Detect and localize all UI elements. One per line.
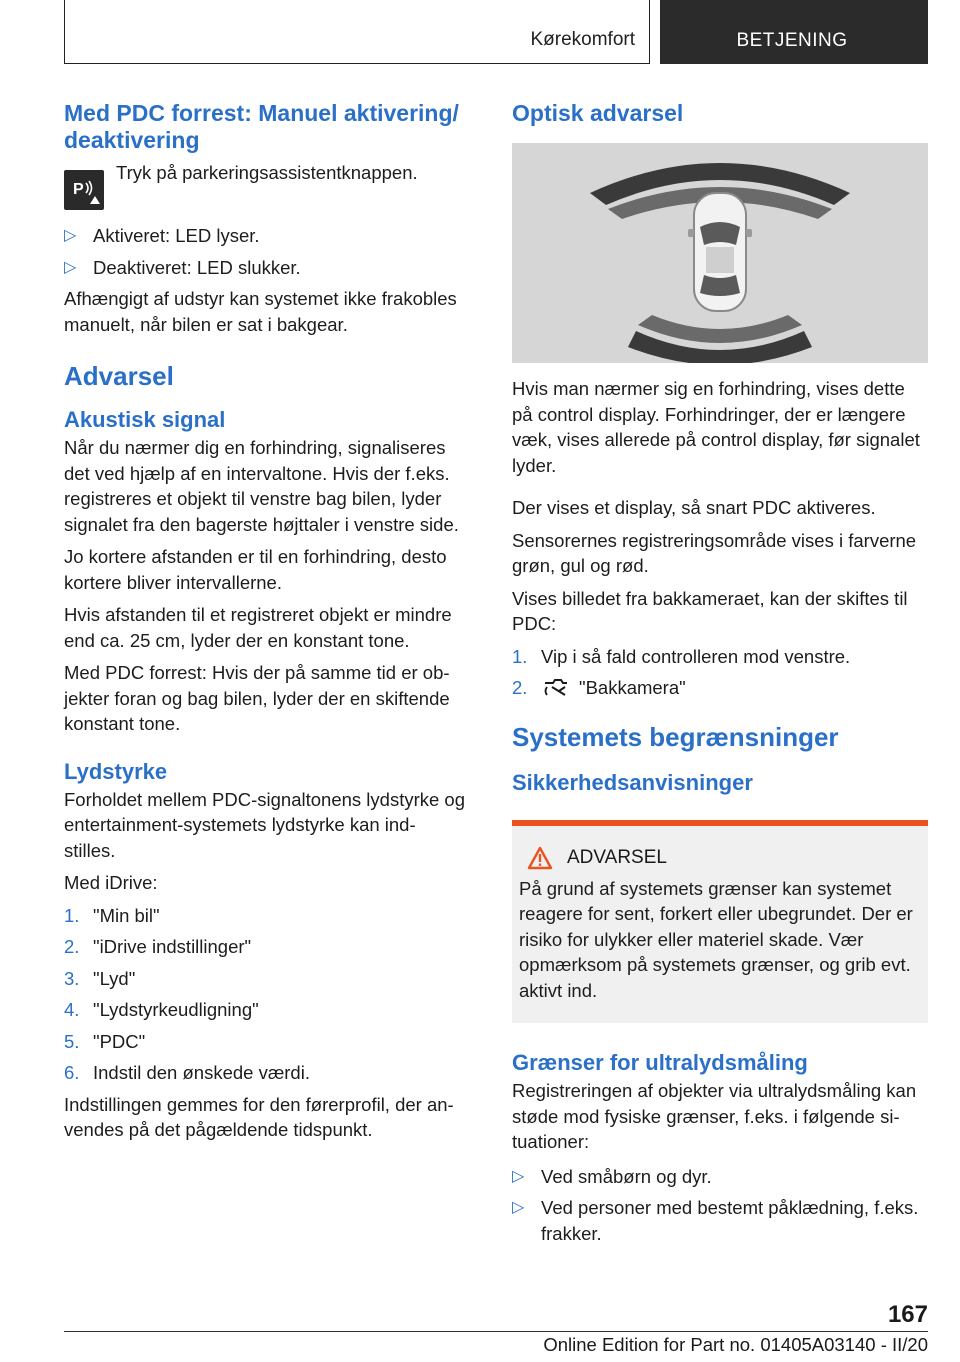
list-item: ▷ Deaktiveret: LED slukker.: [64, 255, 466, 281]
idrive-steps: [64, 903, 466, 1086]
left-column: [64, 100, 466, 1143]
heading-system-limits: Systemets begrænsninger: [512, 721, 839, 752]
list-item: ▷ Ved personer med bestemt påklædning, f.eks. frakker.: [512, 1195, 928, 1246]
heading-manual-activation: Med PDC forrest: Manuel aktivering/ deaktivering: [64, 100, 459, 153]
paragraph: Hvis afstanden til et registreret objekt er mindre end ca. 25 cm, lyder der en konstant tone.: [64, 604, 452, 651]
list-item: 2. "Bakkamera": [512, 677, 686, 698]
section-title: Kørekomfort: [530, 29, 635, 50]
page-header: [64, 0, 928, 64]
heading-lydstyrke: Lydstyrke: [64, 758, 168, 784]
paragraph: Sensorernes registreringsområde vises i farverne grøn, gul og rød.: [512, 529, 917, 576]
chapter-title: BETJENING: [736, 30, 848, 51]
warning-title: ADVARSEL: [567, 846, 667, 868]
list-item: 1. "Min bil": [64, 904, 160, 926]
heading-akustisk: Akustisk signal: [64, 407, 226, 432]
heading-safety: Sikkerhedsanvisninger: [512, 769, 753, 795]
list-item: ▷ Ved småbørn og dyr.: [512, 1164, 928, 1190]
list-item: 1. Vip i så fald controlleren mod venstre.: [512, 645, 851, 667]
icon-instruction-text: Tryk på parkeringsassistentknappen.: [116, 162, 418, 183]
svg-text:P: P: [73, 181, 84, 198]
triangle-bullet-icon: ▷: [64, 258, 77, 276]
section-tab: [64, 0, 650, 64]
heading-advarsel: Advarsel: [64, 361, 174, 391]
paragraph: Hvis man nærmer sig en forhindring, vises dette på control display. Forhindringer, der er længere væk, vises allerede på control display, før signalet lyder.: [512, 378, 920, 476]
heading-optisk: Optisk advarsel: [512, 100, 684, 126]
heading-ultrasound-limits: Grænser for ultralydsmåling: [512, 1050, 808, 1075]
paragraph: Jo kortere afstanden er til en forhindring, desto kortere bliver intervallerne.: [64, 546, 447, 593]
status-list: [64, 223, 466, 280]
warning-triangle-icon: [527, 846, 553, 870]
triangle-bullet-icon: ▷: [512, 1199, 525, 1216]
paragraph: Vises billedet fra bakkameraet, kan der skiftes til PDC:: [512, 587, 908, 634]
rear-camera-icon: [541, 677, 571, 699]
camera-steps: [512, 644, 928, 701]
car-top-view-icon: [512, 143, 928, 363]
warning-text: På grund af systemets grænser kan systemet reagere for sent, forkert eller ubegrundet. Der er risiko for ulykker eller materiel skade. Vær opmærksom på systemets grænser, og grib evt. aktivt ind.: [519, 877, 913, 1001]
list-item: 6. Indstil den ønskede værdi.: [64, 1062, 310, 1083]
list-item: ▷ Aktiveret: LED lyser.: [64, 223, 466, 249]
triangle-bullet-icon: ▷: [64, 227, 77, 244]
triangle-bullet-icon: ▷: [512, 1167, 525, 1185]
footer-edition: Online Edition for Part no. 01405A03140 - II/20: [543, 1334, 928, 1355]
paragraph: Når du nærmer dig en forhindring, signaliseres det ved hjælp af en intervaltone. Hvis der f.eks. registreres et objekt til venstre bag bilen, lyder signalet fra den bagerste højttaler i venstre side.: [64, 437, 459, 535]
parking-assist-button-icon: [64, 170, 104, 210]
pdc-display-illustration: [512, 143, 928, 363]
list-item: 3. "Lyd": [64, 967, 136, 989]
list-item: 2. "iDrive indstillinger": [64, 936, 252, 957]
paragraph: Forholdet mellem PDC-signaltonens lydstyrke og entertainment-systemets lydstyrke kan ind‐ stilles.: [64, 788, 466, 861]
paragraph: Med PDC forrest: Hvis der på samme tid er ob‐ jekter foran og bag bilen, lyder der en skiftende konstant tone.: [64, 662, 450, 734]
paragraph: Registreringen af objekter via ultralydsmåling kan støde mod fysiske grænser, f.eks. i følgende si‐ tuationer:: [512, 1080, 917, 1152]
situations-list: [512, 1164, 928, 1247]
paragraph: Afhængigt af udstyr kan systemet ikke frakobles manuelt, når bilen er sat i bakgear.: [64, 288, 457, 335]
warning-box: [512, 820, 928, 1024]
paragraph: Med iDrive:: [64, 872, 158, 893]
paragraph: Indstillingen gemmes for den førerprofil, der an‐ vendes på det pågældende tidspunkt.: [64, 1093, 454, 1140]
paragraph: Der vises et display, så snart PDC aktiveres.: [512, 497, 876, 518]
page-number: 167: [887, 1301, 928, 1328]
button-instruction: [64, 164, 466, 210]
warning-header: [519, 846, 921, 870]
list-item: 4. "Lydstyrkeudligning": [64, 999, 259, 1020]
list-item: 5. "PDC": [64, 1030, 146, 1052]
chapter-tab: [660, 0, 928, 64]
right-column: [512, 100, 928, 1246]
footer-divider: [64, 1331, 928, 1332]
